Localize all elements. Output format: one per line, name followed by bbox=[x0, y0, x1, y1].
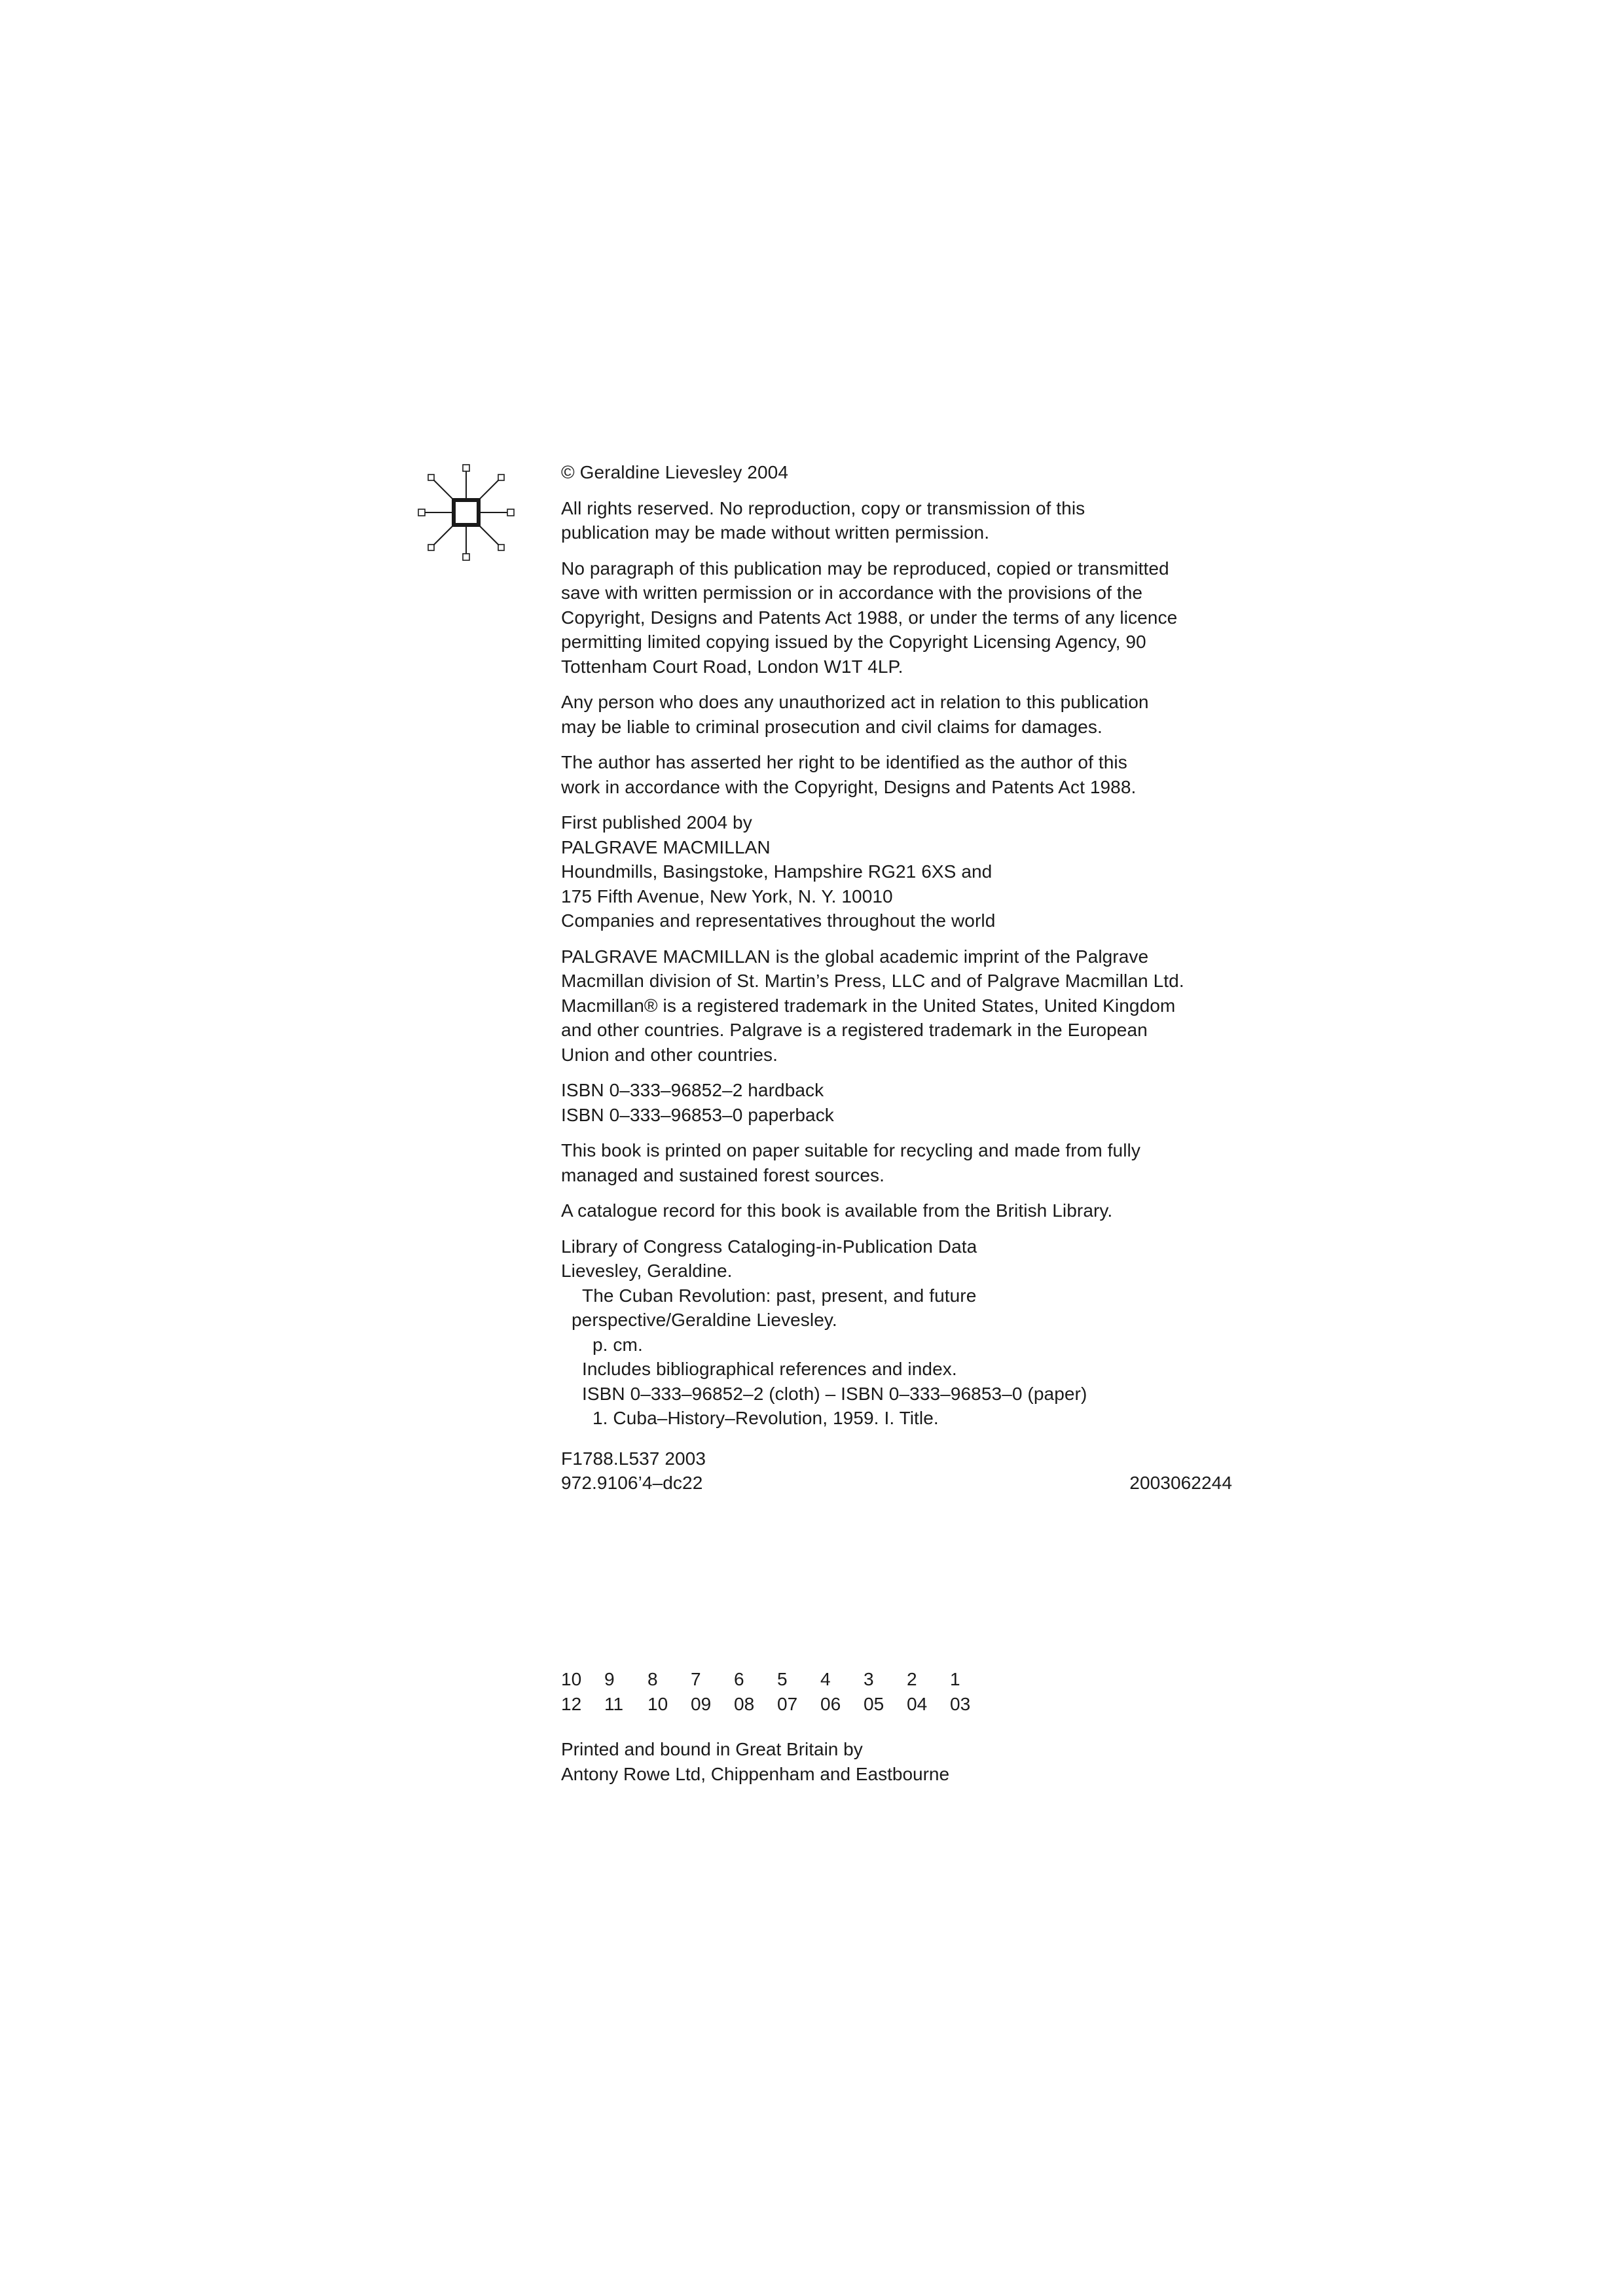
publisher-name: PALGRAVE MACMILLAN bbox=[561, 836, 771, 857]
publisher-line: First published 2004 by bbox=[561, 812, 752, 833]
cip-includes: Includes bibliographical references and index. bbox=[582, 1359, 957, 1379]
recycling-paragraph bbox=[561, 1138, 1232, 1187]
printing-number: 3 bbox=[864, 1669, 874, 1689]
printing-year: 08 bbox=[734, 1693, 755, 1714]
rights-line: publication may be made without written permission. bbox=[561, 522, 990, 543]
printer-line: Antony Rowe Ltd, Chippenham and Eastbourne bbox=[561, 1763, 950, 1784]
printing-year: 11 bbox=[604, 1693, 624, 1714]
rights-paragraph bbox=[561, 496, 1232, 545]
catalogue-paragraph bbox=[561, 1198, 1232, 1223]
isbn-paperback: ISBN 0–333–96853–0 paperback bbox=[561, 1104, 834, 1125]
printing-year: 05 bbox=[864, 1693, 884, 1714]
imprint-line: PALGRAVE MACMILLAN is the global academic imprint of the Palgrave bbox=[561, 946, 1149, 967]
catalogue-line: A catalogue record for this book is available from the British Library. bbox=[561, 1200, 1113, 1221]
liability-line: may be liable to criminal prosecution and civil claims for damages. bbox=[561, 716, 1103, 737]
dewey-row bbox=[561, 1471, 1232, 1496]
printing-year: 10 bbox=[647, 1693, 668, 1714]
reproduction-line: save with written permission or in accordance with the provisions of the bbox=[561, 583, 1143, 603]
printing-year: 12 bbox=[561, 1693, 582, 1714]
printing-number: 6 bbox=[734, 1669, 744, 1689]
printer-info bbox=[561, 1737, 1019, 1786]
imprint-line: Macmillan® is a registered trademark in the United States, United Kingdom bbox=[561, 995, 1176, 1016]
copyright-line: © Geraldine Lievesley 2004 bbox=[561, 462, 788, 482]
printing-number: 2 bbox=[907, 1669, 917, 1689]
rights-line: All rights reserved. No reproduction, copy or transmission of this bbox=[561, 497, 1085, 518]
publisher-address: 175 Fifth Avenue, New York, N. Y. 10010 bbox=[561, 886, 893, 906]
lc-classification: F1788.L537 2003 bbox=[561, 1448, 706, 1469]
print-info-block bbox=[561, 1667, 1019, 1786]
recycling-line: This book is printed on paper suitable for recycling and made from fully bbox=[561, 1140, 1140, 1160]
printing-year: 09 bbox=[691, 1693, 712, 1714]
cip-subject: 1. Cuba–History–Revolution, 1959. I. Title. bbox=[593, 1408, 939, 1428]
printing-number: 8 bbox=[647, 1669, 658, 1689]
cip-pcm: p. cm. bbox=[593, 1334, 643, 1355]
author-right-line: The author has asserted her right to be identified as the author of this bbox=[561, 752, 1127, 772]
printing-year: 06 bbox=[820, 1693, 841, 1714]
lc-control-number: 2003062244 bbox=[1129, 1473, 1232, 1493]
printing-number: 9 bbox=[604, 1669, 615, 1689]
liability-paragraph bbox=[561, 690, 1232, 739]
printing-number-line bbox=[561, 1667, 1019, 1692]
reproduction-line: No paragraph of this publication may be reproduced, copied or transmitted bbox=[561, 558, 1169, 579]
printing-year: 07 bbox=[777, 1693, 798, 1714]
cip-author: Lievesley, Geraldine. bbox=[561, 1261, 733, 1281]
printing-year-line bbox=[561, 1692, 1019, 1717]
author-right-paragraph bbox=[561, 750, 1232, 799]
publisher-paragraph bbox=[561, 810, 1232, 933]
author-right-line: work in accordance with the Copyright, Designs and Patents Act 1988. bbox=[561, 776, 1137, 797]
reproduction-line: Tottenham Court Road, London W1T 4LP. bbox=[561, 656, 903, 677]
cip-title: perspective/Geraldine Lievesley. bbox=[572, 1310, 837, 1330]
imprint-line: and other countries. Palgrave is a registered trademark in the European bbox=[561, 1020, 1148, 1040]
recycling-line: managed and sustained forest sources. bbox=[561, 1164, 885, 1185]
publisher-line: Companies and representatives throughout the world bbox=[561, 910, 996, 931]
imprint-line: Macmillan division of St. Martin’s Press, LLC and of Palgrave Macmillan Ltd. bbox=[561, 971, 1184, 991]
reproduction-line: Copyright, Designs and Patents Act 1988, or under the terms of any licence bbox=[561, 607, 1178, 628]
publisher-address: Houndmills, Basingstoke, Hampshire RG21 6XS and bbox=[561, 861, 993, 882]
dewey-classification: 972.9106’4–dc22 bbox=[561, 1473, 703, 1493]
liability-line: Any person who does any unauthorized act in relation to this publication bbox=[561, 692, 1149, 712]
isbn-hardback: ISBN 0–333–96852–2 hardback bbox=[561, 1080, 824, 1100]
palgrave-sunburst-icon bbox=[416, 463, 516, 562]
cip-title: The Cuban Revolution: past, present, and future bbox=[582, 1285, 977, 1306]
cip-data-block bbox=[561, 1234, 1232, 1431]
printing-number: 10 bbox=[561, 1669, 582, 1689]
printing-year: 04 bbox=[907, 1693, 928, 1714]
isbn-paragraph bbox=[561, 1078, 1232, 1127]
imprint-paragraph bbox=[561, 944, 1232, 1067]
printing-number: 1 bbox=[950, 1669, 960, 1689]
printing-number: 5 bbox=[777, 1669, 788, 1689]
printing-year: 03 bbox=[950, 1693, 971, 1714]
printing-number: 4 bbox=[820, 1669, 831, 1689]
copyright-notice bbox=[561, 460, 1232, 485]
reproduction-paragraph bbox=[561, 556, 1232, 679]
imprint-line: Union and other countries. bbox=[561, 1044, 778, 1065]
cip-heading: Library of Congress Cataloging-in-Publication Data bbox=[561, 1236, 977, 1257]
printing-number: 7 bbox=[691, 1669, 701, 1689]
cip-isbn: ISBN 0–333–96852–2 (cloth) – ISBN 0–333–96853–0 (paper) bbox=[582, 1383, 1087, 1404]
reproduction-line: permitting limited copying issued by the Copyright Licensing Agency, 90 bbox=[561, 632, 1146, 652]
copyright-text-block bbox=[561, 460, 1232, 1507]
classification-block bbox=[561, 1446, 1232, 1496]
printer-line: Printed and bound in Great Britain by bbox=[561, 1739, 863, 1759]
